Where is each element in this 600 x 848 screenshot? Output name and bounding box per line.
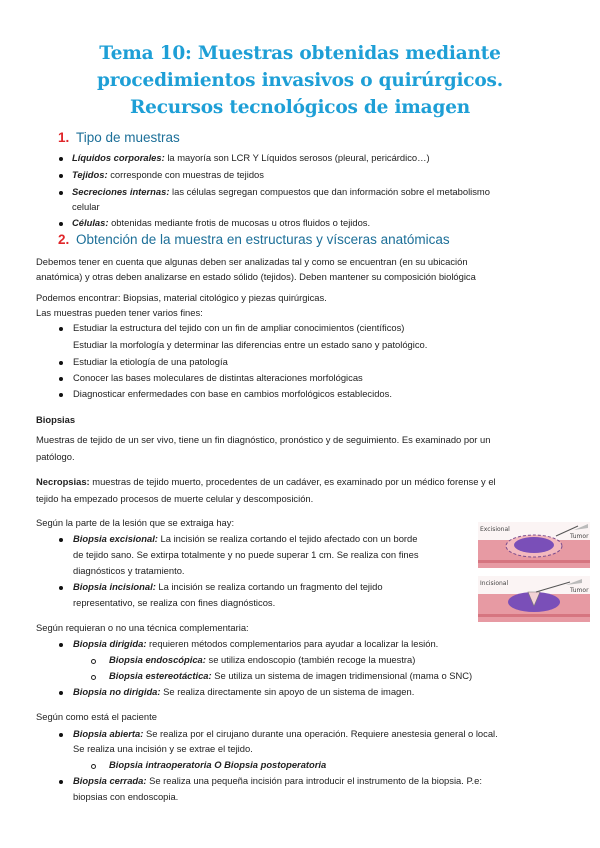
list-item: Diagnosticar enfermedades con base en cambios morfológicos establecidos.	[73, 388, 392, 399]
bullet	[59, 327, 63, 331]
list-item: Tejidos: corresponde con muestras de tejidos	[72, 169, 264, 180]
list-item: Secreciones internas: las células segregan compuestos que dan información sobre el metabolismo	[72, 186, 490, 197]
bullet	[59, 733, 63, 737]
bullet	[59, 538, 63, 542]
tumor-label: Tumor	[570, 587, 589, 594]
sub-bullet	[91, 675, 96, 680]
tumor-mass	[514, 537, 554, 553]
bullet	[59, 586, 63, 590]
list-item: Biopsia no dirigida: Se realiza directamente sin apoyo de un sistema de imagen.	[73, 686, 415, 697]
list-item: Biopsia incisional: La incisión se realiza cortando un fragmento del tejido	[73, 581, 383, 592]
bullet	[59, 643, 63, 647]
paragraph-line: Necropsias: muestras de tejido muerto, procedentes de un cadáver, es examinado por un médico forense y el	[36, 476, 496, 487]
excisional-biopsy-illustration	[478, 522, 590, 568]
list-item-continuation: diagnósticos y tratamiento.	[73, 565, 185, 576]
sub-list-item: Biopsia endoscópica: se utiliza endoscopio (también recoge la muestra)	[109, 654, 416, 665]
incisional-biopsy-illustration	[478, 576, 590, 622]
bullet	[59, 174, 63, 178]
tumor-label: Tumor	[570, 533, 589, 540]
list-item: Líquidos corporales: la mayoría son LCR Y Líquidos serosos (pleural, pericárdico…)	[72, 152, 430, 163]
incisional-label: Incisional	[480, 580, 509, 587]
bullet	[59, 222, 63, 226]
section-1-number: 1.	[58, 130, 70, 145]
sub-list-item: Biopsia estereotáctica: Se utiliza un sistema de imagen tridimensional (mama o SNC)	[109, 670, 473, 681]
bullet	[59, 361, 63, 365]
title-line-3: Recursos tecnológicos de imagen	[129, 97, 471, 118]
list-item: Biopsia abierta: Se realiza por el cirujano durante una operación. Requiere anestesia general o local.	[73, 728, 498, 739]
paragraph-line: tejido ha empezado procesos de muerte celular y descomposición.	[36, 493, 314, 504]
page-title	[40, 40, 560, 121]
necropsias-term: Necropsias:	[36, 476, 90, 487]
section-2-heading	[58, 232, 450, 247]
section-2-title: Obtención de la muestra en estructuras y vísceras anatómicas	[76, 232, 450, 247]
paragraph-line: Muestras de tejido de un ser vivo, tiene un fin diagnóstico, pronóstico y de seguimiento. Es examinado por un	[36, 434, 491, 445]
section-1-title: Tipo de muestras	[76, 130, 180, 145]
bullet	[59, 377, 63, 381]
list-item: Células: obtenidas mediante frotis de mucosas u otros fluidos o tejidos.	[72, 217, 371, 228]
title-line-2: procedimientos invasivos o quirúrgicos.	[97, 70, 503, 91]
list-item: Biopsia excisional: La incisión se realiza cortando el tejido afectado con un borde	[73, 533, 418, 544]
list-item: Estudiar la morfología y determinar las diferencias entre un estado sano y patológico.	[73, 339, 428, 350]
title-line-1: Tema 10: Muestras obtenidas mediante	[99, 43, 501, 64]
sub-bullet	[91, 764, 96, 769]
bullet	[59, 191, 63, 195]
list-item: Estudiar la estructura del tejido con un fin de ampliar conocimientos (científicos)	[73, 322, 405, 333]
paragraph-line: anatómica) y otras deben analizarse en estado sólido (tejidos). Deben mantener su composición biológica	[36, 271, 476, 282]
biopsias-heading: Biopsias	[36, 414, 76, 425]
list-item-continuation: de tejido sano. Se extirpa totalmente y no puede superar 1 cm. Se realiza con fines	[73, 549, 419, 560]
paragraph-line: Según requieran o no una técnica complementaria:	[36, 622, 249, 633]
sub-bullet	[91, 659, 96, 664]
list-item: Biopsia dirigida: requieren métodos complementarios para ayudar a localizar la lesión.	[73, 638, 439, 649]
paragraph-line: Debemos tener en cuenta que algunas deben ser analizadas tal y como se encuentran (en su ubicación	[36, 256, 468, 267]
paragraph-line: Según la parte de la lesión que se extraiga hay:	[36, 517, 235, 528]
bullet	[59, 157, 63, 161]
list-item: Biopsia cerrada: Se realiza una pequeña incisión para introducir el instrumento de la biopsia. P.e:	[73, 775, 482, 786]
sub-list-item: Biopsia intraoperatoria O Biopsia postoperatoria	[109, 759, 327, 770]
section-1-heading	[58, 130, 180, 145]
list-item-continuation: Se realiza una incisión y se extrae el tejido.	[73, 743, 253, 754]
excisional-label: Excisional	[480, 526, 510, 533]
list-item-continuation: celular	[72, 201, 100, 212]
list-item: Estudiar la etiología de una patología	[73, 356, 228, 367]
list-item: Conocer las bases moleculares de distintas alteraciones morfológicas	[73, 372, 363, 383]
paragraph-line: Podemos encontrar: Biopsias, material citológico y piezas quirúrgicas.	[36, 292, 327, 303]
paragraph-line: patólogo.	[36, 451, 75, 462]
paragraph-line: Según como está el paciente	[36, 711, 157, 722]
paragraph-line: Las muestras pueden tener varios fines:	[36, 307, 203, 318]
bullet	[59, 393, 63, 397]
list-item-continuation: biopsias con endoscopia.	[73, 791, 179, 802]
bullet	[59, 691, 63, 695]
list-item-continuation: representativo, se realiza con fines diagnósticos.	[73, 597, 276, 608]
section-2-number: 2.	[58, 232, 70, 247]
bullet	[59, 780, 63, 784]
